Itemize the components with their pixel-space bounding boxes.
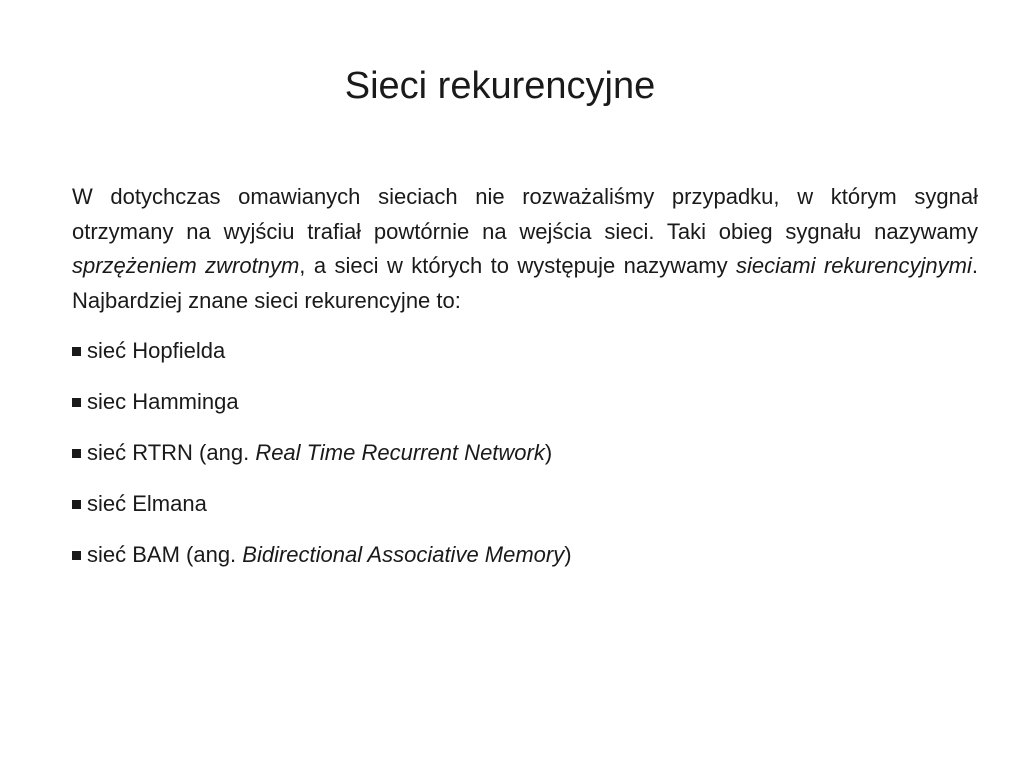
square-bullet-icon (72, 347, 81, 356)
list-item-text: siec Hamminga (87, 389, 239, 414)
paragraph-text-2: , a sieci w których to występuje nazywamy (299, 253, 737, 278)
list-item (72, 538, 978, 573)
network-list (72, 334, 978, 573)
paragraph-text-1: W dotychczas omawianych sieciach nie rozważaliśmy przypadku, w którym sygnał otrzymany na wyjściu trafiał powtórnie na wejścia sieci. Taki obieg sygnału nazywamy (72, 184, 978, 244)
slide-title: Sieci rekurencyjne (344, 65, 656, 107)
paragraph-text-3: . Najbardziej znane sieci rekurencyjne to: (72, 253, 978, 313)
square-bullet-icon (72, 398, 81, 407)
list-item-italic: Real Time Recurrent Network (255, 440, 545, 465)
square-bullet-icon (72, 551, 81, 560)
list-item-text: sieć Hopfielda (87, 338, 226, 363)
term-recurrent-networks: sieciami rekurencyjnymi (736, 253, 972, 278)
term-feedback: sprzężeniem zwrotnym (72, 253, 300, 278)
list-item (72, 385, 978, 420)
list-item-prefix: sieć RTRN (ang. (87, 440, 256, 465)
list-item-suffix: ) (564, 542, 572, 567)
list-item-text: sieć Elmana (87, 491, 207, 516)
list-item (72, 334, 978, 369)
square-bullet-icon (72, 449, 81, 458)
list-item (72, 487, 978, 522)
intro-paragraph (72, 180, 978, 318)
list-item-suffix: ) (544, 440, 553, 465)
list-item-prefix: sieć BAM (ang. (87, 542, 243, 567)
square-bullet-icon (72, 500, 81, 509)
list-item-italic: Bidirectional Associative Memory (242, 542, 565, 567)
slide-body (72, 180, 978, 589)
list-item (72, 436, 978, 471)
